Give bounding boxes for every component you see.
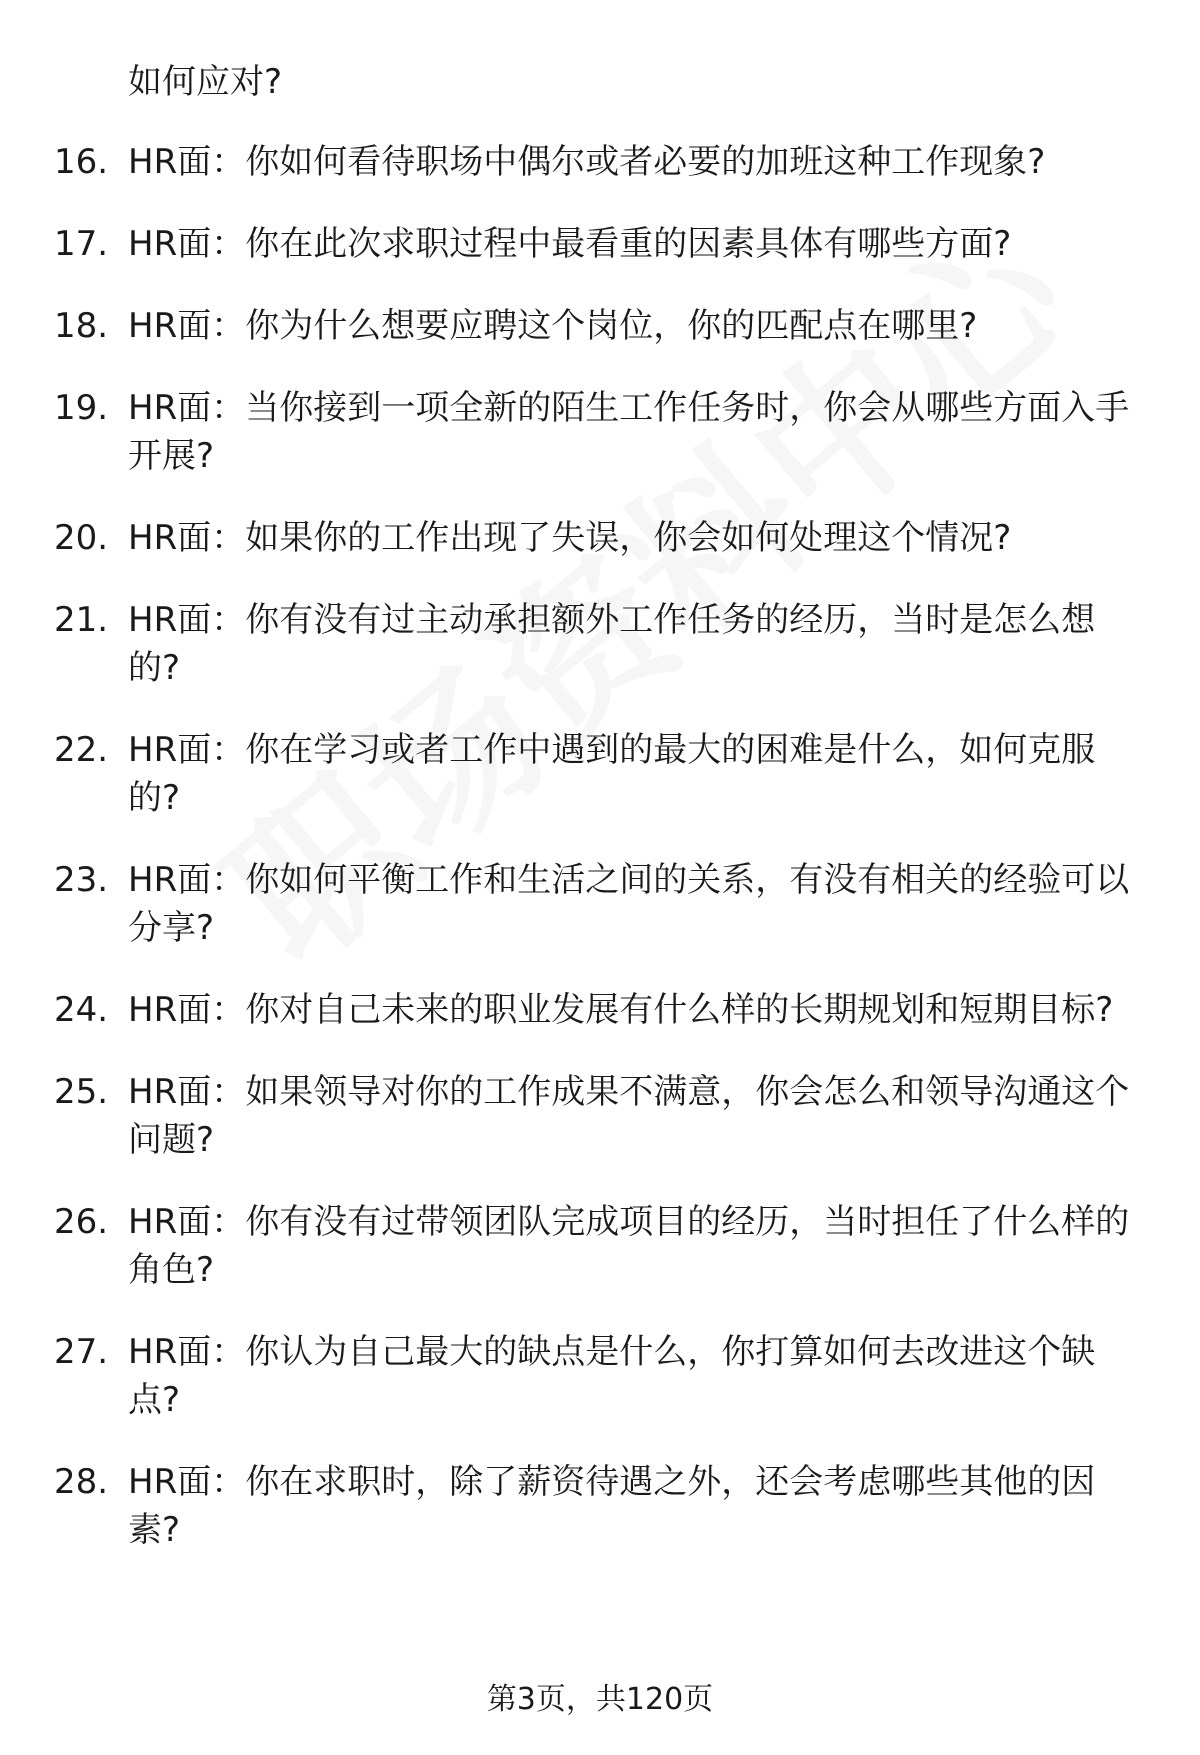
question-number: 18. bbox=[54, 306, 109, 346]
question-text: HR面：你有没有过带领团队完成项目的经历，当时担任了什么样的角色? bbox=[128, 1202, 1130, 1290]
question-item bbox=[0, 384, 1200, 480]
question-item bbox=[0, 138, 1200, 186]
question-item bbox=[0, 1458, 1200, 1554]
question-text: HR面：你在求职时，除了薪资待遇之外，还会考虑哪些其他的因素? bbox=[128, 1462, 1096, 1550]
question-item bbox=[0, 726, 1200, 822]
question-number: 20. bbox=[54, 518, 109, 558]
question-item bbox=[0, 514, 1200, 562]
continuation-text: 如何应对? bbox=[128, 62, 283, 102]
question-number: 26. bbox=[54, 1202, 109, 1242]
question-number: 28. bbox=[54, 1462, 109, 1502]
question-text: HR面：你在此次求职过程中最看重的因素具体有哪些方面? bbox=[128, 224, 1012, 264]
question-text: HR面：你如何看待职场中偶尔或者必要的加班这种工作现象? bbox=[128, 142, 1046, 182]
question-text: HR面：你认为自己最大的缺点是什么，你打算如何去改进这个缺点? bbox=[128, 1332, 1096, 1420]
question-number: 23. bbox=[54, 860, 109, 900]
question-item bbox=[0, 1328, 1200, 1424]
question-text: HR面：你为什么想要应聘这个岗位，你的匹配点在哪里? bbox=[128, 306, 978, 346]
question-item bbox=[0, 220, 1200, 268]
question-item bbox=[0, 856, 1200, 952]
question-number: 17. bbox=[54, 224, 109, 264]
question-text: HR面：你如何平衡工作和生活之间的关系，有没有相关的经验可以分享? bbox=[128, 860, 1130, 948]
question-text: HR面：你在学习或者工作中遇到的最大的困难是什么，如何克服的? bbox=[128, 730, 1096, 818]
question-item bbox=[0, 986, 1200, 1034]
question-item bbox=[0, 596, 1200, 692]
page-footer: 第3页，共120页 bbox=[486, 1682, 714, 1717]
question-item bbox=[0, 1198, 1200, 1294]
question-item bbox=[0, 1068, 1200, 1164]
question-number: 24. bbox=[54, 990, 109, 1030]
question-text: HR面：当你接到一项全新的陌生工作任务时，你会从哪些方面入手开展? bbox=[128, 388, 1130, 476]
question-text: HR面：你对自己未来的职业发展有什么样的长期规划和短期目标? bbox=[128, 990, 1114, 1030]
question-number: 22. bbox=[54, 730, 109, 770]
question-number: 25. bbox=[54, 1072, 109, 1112]
question-text: HR面：你有没有过主动承担额外工作任务的经历，当时是怎么想的? bbox=[128, 600, 1096, 688]
question-text: HR面：如果领导对你的工作成果不满意，你会怎么和领导沟通这个问题? bbox=[128, 1072, 1130, 1160]
question-number: 21. bbox=[54, 600, 109, 640]
question-item bbox=[0, 302, 1200, 350]
question-number: 19. bbox=[54, 388, 109, 428]
question-text: HR面：如果你的工作出现了失误，你会如何处理这个情况? bbox=[128, 518, 1012, 558]
question-number: 27. bbox=[54, 1332, 109, 1372]
question-number: 16. bbox=[54, 142, 109, 182]
question-list bbox=[0, 138, 1200, 1588]
